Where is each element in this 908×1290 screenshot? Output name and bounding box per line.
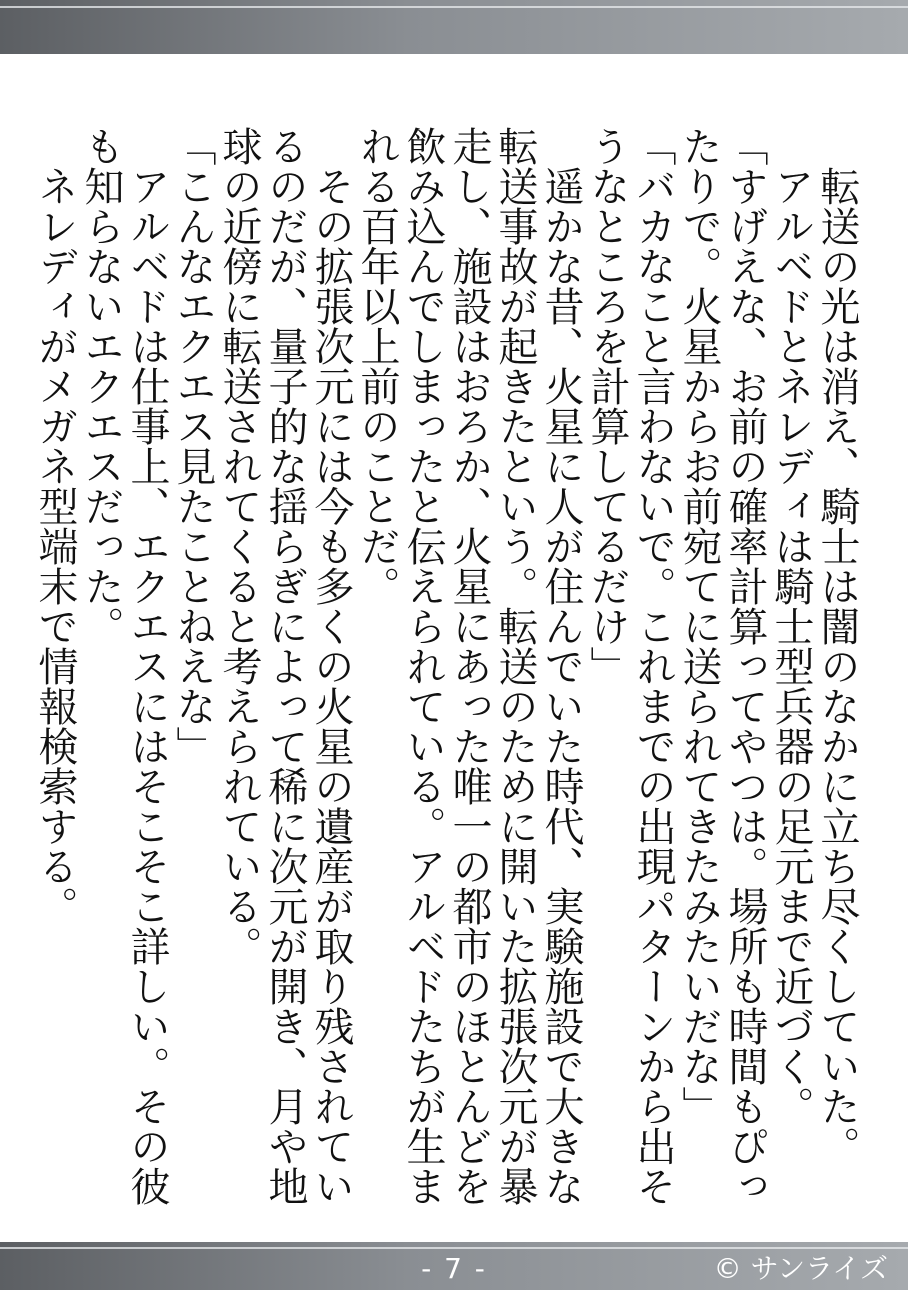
header-band: [0, 0, 908, 54]
paragraph: ネレディがメガネ型端末で情報検索する。: [32, 126, 78, 926]
paragraph: その拡張次元には今も多くの火星の遺産が取り残されているのだが、量子的な揺らぎによって稀に次元が開き、月や地球の近傍に転送されてくると考えられている。: [216, 126, 354, 1206]
copyright-notice: © サンライズ: [713, 1252, 888, 1285]
paragraph: 「バカなこと言わないで。これまでの出現パターンから出そうなところを計算してるだけ」: [584, 126, 676, 1206]
paragraph: アルベドは仕事上、エクエスにはそこそこ詳しい。その彼も知らないエクエスだった。: [78, 126, 170, 1206]
paragraph: 転送の光は消え、騎士は闇のなかに立ち尽くしていた。: [814, 126, 860, 1166]
page-number: - 7 -: [421, 1252, 487, 1285]
paragraph: アルベドとネレディは騎士型兵器の足元まで近づく。: [768, 126, 814, 1126]
paragraph: 「すげえな、お前の確率計算ってやつは。場所も時間もぴったりで。火星からお前宛てに送られてきたみたいだな」: [676, 126, 768, 1206]
paragraph: 「こんなエクエス見たことねえな」: [170, 126, 216, 766]
paragraph: 遥かな昔、火星に人が住んでいた時代、実験施設で大きな転送事故が起きたという。転送のために開いた拡張次元が暴走し、施設はおろか、火星にあった唯一の都市のほとんどを飲み込んでしまったと伝えられている。アルベドたちが生まれる百年以上前のことだ。: [354, 126, 584, 1206]
vertical-text-body: [32, 126, 860, 1206]
